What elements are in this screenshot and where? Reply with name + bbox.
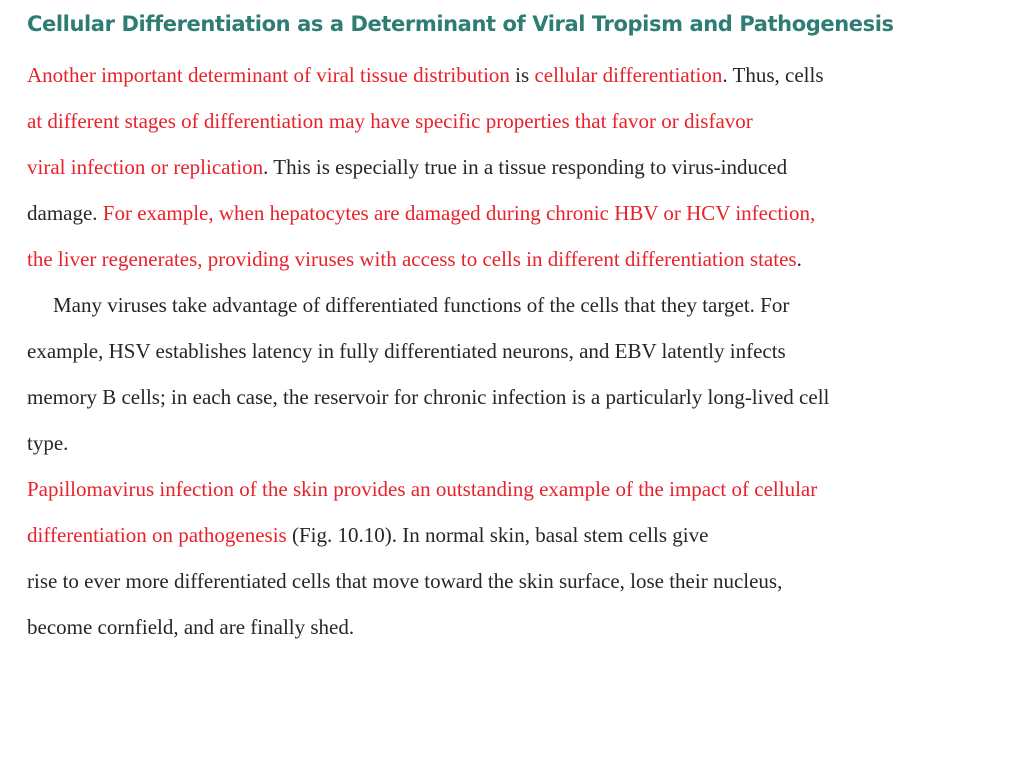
text-run: differentiation on pathogenesis bbox=[27, 523, 287, 547]
text-run: at different stages of differentiation may have specific properties that favor or disfavor bbox=[27, 109, 753, 133]
text-line bbox=[27, 236, 1017, 282]
text-run: become cornfield, and are finally shed. bbox=[27, 615, 355, 639]
text-run: . bbox=[796, 247, 802, 271]
text-run: For example, when hepatocytes are damaged during chronic HBV or HCV infection, bbox=[102, 201, 816, 225]
text-line bbox=[27, 604, 1017, 650]
text-line bbox=[27, 282, 1017, 328]
text-run: . Thus, cells bbox=[722, 63, 824, 87]
text-run: memory B cells; in each case, the reservoir for chronic infection is a particularly long-lived cell bbox=[27, 385, 830, 409]
text-run: damage. bbox=[27, 201, 103, 225]
text-line bbox=[27, 420, 1017, 466]
text-run: viral infection or replication bbox=[27, 155, 264, 179]
text-run: . This is especially true in a tissue responding to virus-induced bbox=[263, 155, 788, 179]
text-run: the liver regenerates, providing viruses with access to cells in different differentiation states bbox=[27, 247, 797, 271]
text-line bbox=[27, 466, 1017, 512]
text-run: type. bbox=[27, 431, 69, 455]
slide-title: Cellular Differentiation as a Determinant of Viral Tropism and Pathogenesis bbox=[27, 12, 894, 36]
text-run: Many viruses take advantage of differentiated functions of the cells that they target. For bbox=[53, 293, 790, 317]
text-line bbox=[27, 190, 1017, 236]
text-line bbox=[27, 52, 1017, 98]
text-line bbox=[27, 98, 1017, 144]
text-run: Papillomavirus infection of the skin provides an outstanding example of the impact of cellular bbox=[27, 477, 818, 501]
body-text bbox=[27, 52, 1017, 650]
text-run: rise to ever more differentiated cells that move toward the skin surface, lose their nucleus, bbox=[27, 569, 783, 593]
text-run: example, HSV establishes latency in fully differentiated neurons, and EBV latently infects bbox=[27, 339, 786, 363]
text-run: Another important determinant of viral tissue distribution bbox=[27, 63, 510, 87]
text-line bbox=[27, 558, 1017, 604]
text-line bbox=[27, 328, 1017, 374]
text-run: cellular differentiation bbox=[534, 63, 723, 87]
text-run: (Fig. 10.10). In normal skin, basal stem cells give bbox=[286, 523, 709, 547]
text-line bbox=[27, 512, 1017, 558]
text-line bbox=[27, 144, 1017, 190]
text-line bbox=[27, 374, 1017, 420]
text-run: is bbox=[509, 63, 535, 87]
